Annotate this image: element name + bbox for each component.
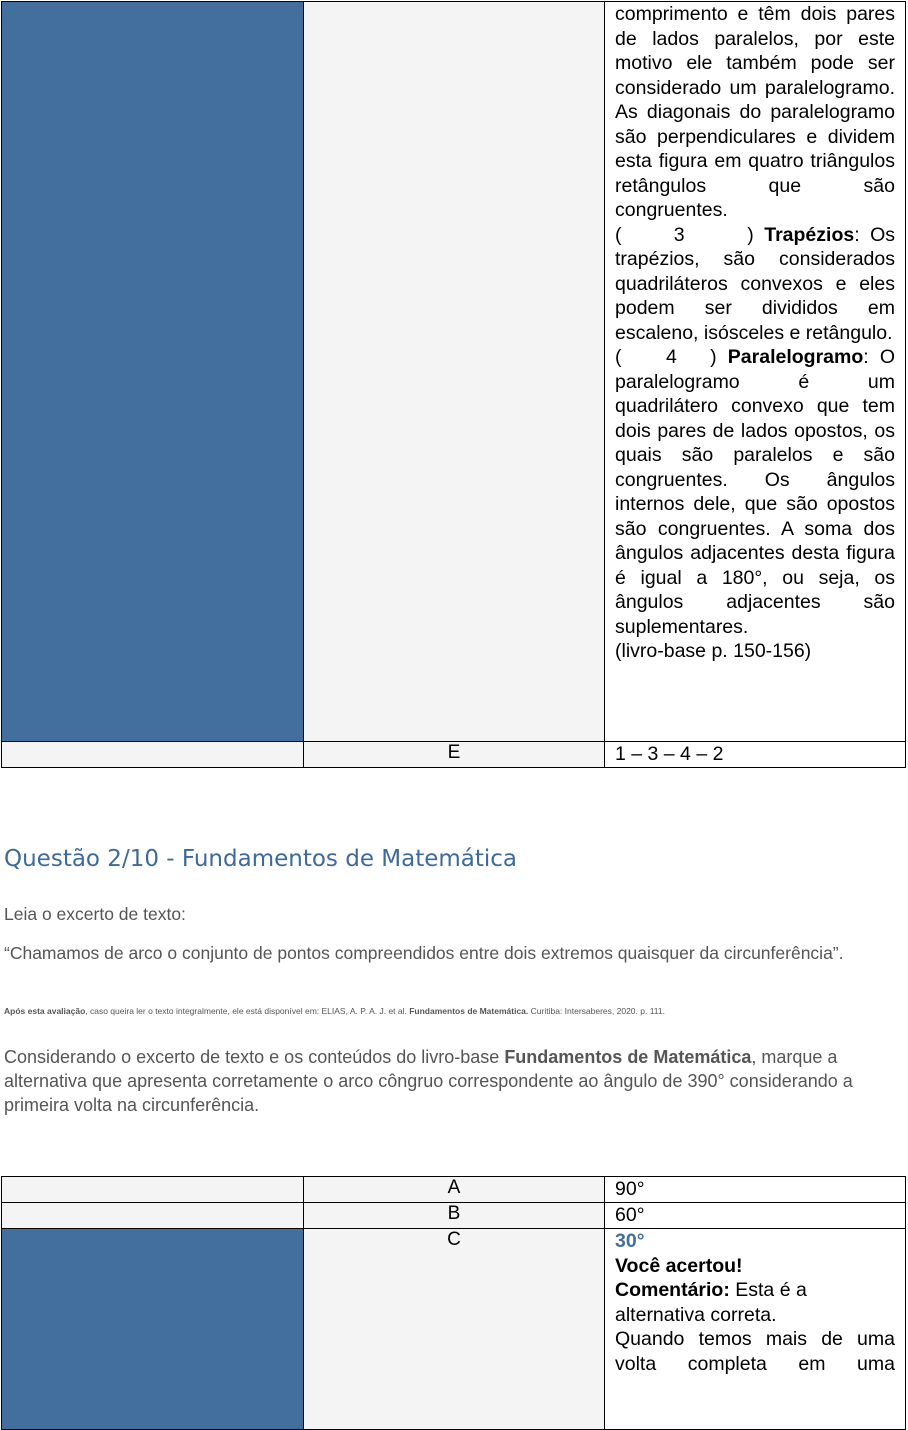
question-prompt: Considerando o excerto de texto e os conteúdos do livro-base Fundamentos de Matemática, marque a alternativa que apresenta corretamente o arco côngruo correspondente ao ângulo de 390° considerando a primeira volta na circunferência. (4, 1047, 853, 1115)
item-trapezios: ( 3 ) Trapézios: Os trapézios, são considerados quadriláteros convexos e eles podem ser divididos em escaleno, isósceles e retângulo. (615, 223, 895, 344)
correct-answer: 30° (615, 1230, 645, 1252)
question-intro: Leia o excerto de texto: (4, 904, 186, 924)
option-letter: B (304, 1203, 605, 1229)
option-b-row[interactable] (2, 1203, 906, 1229)
comment: Comentário: Esta é a alternativa correta. (615, 1279, 807, 1326)
option-letter: C (304, 1229, 605, 1430)
option-letter: E (304, 742, 605, 768)
selected-marker-cell (2, 1229, 304, 1430)
marker-cell (2, 1177, 304, 1203)
option-text: 90° (605, 1177, 906, 1203)
question2-answer-table (1, 1176, 906, 1430)
reference: (livro-base p. 150-156) (615, 640, 812, 662)
feedback-title: Você acertou! (615, 1254, 743, 1277)
question-title: Questão 2/10 - Fundamentos de Matemática (4, 846, 518, 872)
option-text: 1 – 3 – 4 – 2 (605, 742, 906, 768)
option-text: 60° (605, 1203, 906, 1229)
item-paralelogramo: ( 4 ) Paralelogramo: O paralelogramo é um quadrilátero convexo que tem dois pares de lados opostos, os quais são paralelos e são congruentes. Os ângulos internos dele, que são opostos são congruentes. A soma dos ângulos adjacentes desta figura é igual a 180°, ou seja, os ângulos adjacentes são suplementares. (615, 346, 895, 638)
option-text-cell (605, 1229, 906, 1430)
option-text-cell (605, 2, 906, 742)
option-letter-cell (304, 2, 605, 742)
option-d-row[interactable] (2, 2, 906, 742)
marker-cell (2, 1203, 304, 1229)
source-citation: Após esta avaliação, caso queira ler o texto integralmente, ele está disponível em: ELIAS, A. P. A. J. et al. Fundamentos de Matemática. Curitiba: Intersaberes, 2020. p. 111. (4, 1006, 665, 1016)
option-d-continuation: comprimento e têm dois pares de lados paralelos, por este motivo ele também pode ser considerado um paralelogramo. As diagonais do paralelogramo são perpendiculares e dividem esta figura em quatro triângulos retângulos que são congruentes. (615, 3, 895, 221)
option-e-row[interactable] (2, 742, 906, 768)
option-a-row[interactable] (2, 1177, 906, 1203)
option-letter: A (304, 1177, 605, 1203)
question1-answer-table (1, 1, 906, 768)
explanation: Quando temos mais de uma volta completa em uma (615, 1328, 895, 1375)
question-quote: “Chamamos de arco o conjunto de pontos compreendidos entre dois extremos quaisquer da circunferência”. (4, 943, 844, 963)
marker-cell (2, 742, 304, 768)
selected-marker-cell (2, 2, 304, 742)
option-c-row[interactable] (2, 1229, 906, 1430)
